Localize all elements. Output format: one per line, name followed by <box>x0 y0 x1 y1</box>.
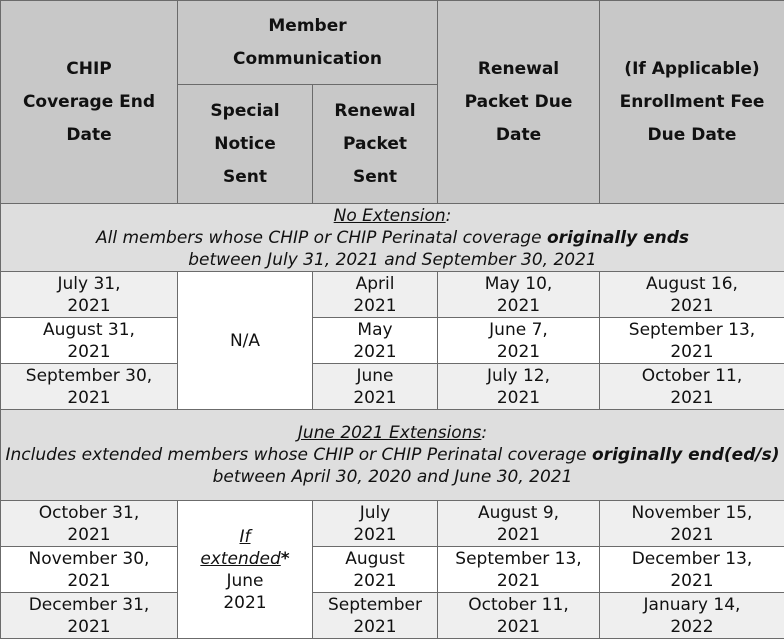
special-notice-cell: If extended* June 2021 <box>178 501 313 639</box>
enrollment-fee-cell: October 11, 2021 <box>600 364 784 410</box>
coverage-end-cell: October 31, 2021 <box>1 501 178 547</box>
renewal-sent-cell: May 2021 <box>313 318 438 364</box>
header-renewal-packet-sent: Renewal Packet Sent <box>313 85 438 204</box>
renewal-sent-cell: August 2021 <box>313 547 438 593</box>
enrollment-fee-cell: August 16, 2021 <box>600 272 784 318</box>
coverage-end-cell: November 30, 2021 <box>1 547 178 593</box>
section-no-extension: No Extension: All members whose CHIP or CHIP Perinatal coverage originally ends between July 31, 2021 and September 30, 2021 <box>1 204 784 272</box>
header-coverage-end-date: CHIP Coverage End Date <box>1 1 178 204</box>
renewal-due-cell: October 11, 2021 <box>438 593 600 639</box>
renewal-due-cell: August 9, 2021 <box>438 501 600 547</box>
section-june-2021-extensions: June 2021 Extensions: Includes extended members whose CHIP or CHIP Perinatal coverage originally end(ed/s) between April 30, 2020 and June 30, 2021 <box>1 410 784 501</box>
header-renewal-packet-due-date: Renewal Packet Due Date <box>438 1 600 204</box>
renewal-due-cell: September 13, 2021 <box>438 547 600 593</box>
enrollment-fee-cell: January 14, 2022 <box>600 593 784 639</box>
renewal-due-cell: May 10, 2021 <box>438 272 600 318</box>
special-notice-cell: N/A <box>178 272 313 410</box>
coverage-end-cell: September 30, 2021 <box>1 364 178 410</box>
renewal-due-cell: July 12, 2021 <box>438 364 600 410</box>
renewal-sent-cell: July 2021 <box>313 501 438 547</box>
coverage-end-cell: August 31, 2021 <box>1 318 178 364</box>
renewal-sent-cell: September 2021 <box>313 593 438 639</box>
enrollment-fee-cell: December 13, 2021 <box>600 547 784 593</box>
header-enrollment-fee-due-date: (If Applicable) Enrollment Fee Due Date <box>600 1 784 204</box>
renewal-sent-cell: April 2021 <box>313 272 438 318</box>
renewal-sent-cell: June 2021 <box>313 364 438 410</box>
enrollment-fee-cell: November 15, 2021 <box>600 501 784 547</box>
enrollment-fee-cell: September 13, 2021 <box>600 318 784 364</box>
coverage-end-cell: July 31, 2021 <box>1 272 178 318</box>
header-member-communication: Member Communication <box>178 1 438 85</box>
renewal-due-cell: June 7, 2021 <box>438 318 600 364</box>
header-special-notice-sent: Special Notice Sent <box>178 85 313 204</box>
coverage-end-cell: December 31, 2021 <box>1 593 178 639</box>
